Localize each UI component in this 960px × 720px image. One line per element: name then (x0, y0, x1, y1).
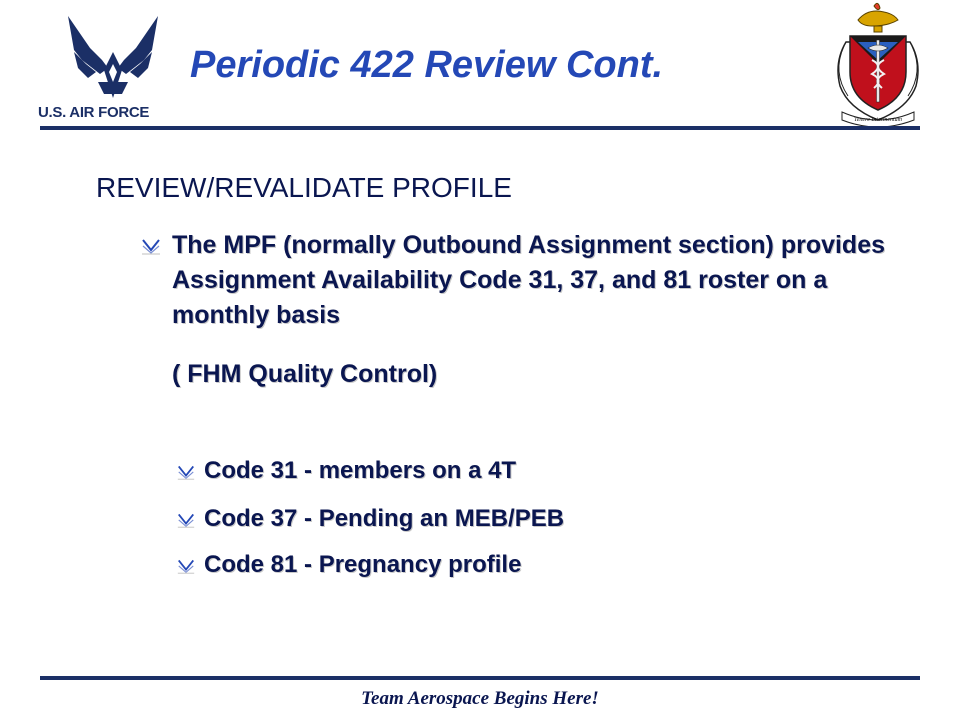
medical-crest-icon (828, 2, 928, 126)
list-item-text: Code 37 - Pending an MEB/PEB (204, 505, 565, 532)
list-item-text: Code 31 - members on a 4T (204, 457, 517, 484)
list-item (176, 551, 521, 579)
section-heading: REVIEW/REVALIDATE PROFILE (96, 172, 512, 203)
list-item (176, 505, 564, 533)
header-divider (40, 126, 920, 130)
list-item-text: Code 81 - Pregnancy profile (204, 551, 522, 578)
main-bullet (140, 228, 900, 333)
air-force-wordmark: U.S. AIR FORCE (38, 104, 150, 121)
footer-divider (40, 676, 920, 680)
footer-tagline: Team Aerospace Begins Here! (361, 688, 599, 709)
chevron-bullet-icon (140, 234, 162, 256)
main-bullet-text: The MPF (normally Outbound Assignment section) provides Assignment Availability Code 31, 37, and 81 roster on a monthly basis (172, 231, 886, 329)
chevron-bullet-icon (176, 461, 196, 481)
svg-text:Tenere Intermentum: Tenere Intermentum (853, 117, 903, 123)
chevron-bullet-icon (176, 555, 196, 575)
main-bullet-note: ( FHM Quality Control) (172, 360, 438, 388)
chevron-bullet-icon (176, 509, 196, 529)
list-item (176, 457, 516, 485)
page-title: Periodic 422 Review Cont. (190, 44, 664, 86)
